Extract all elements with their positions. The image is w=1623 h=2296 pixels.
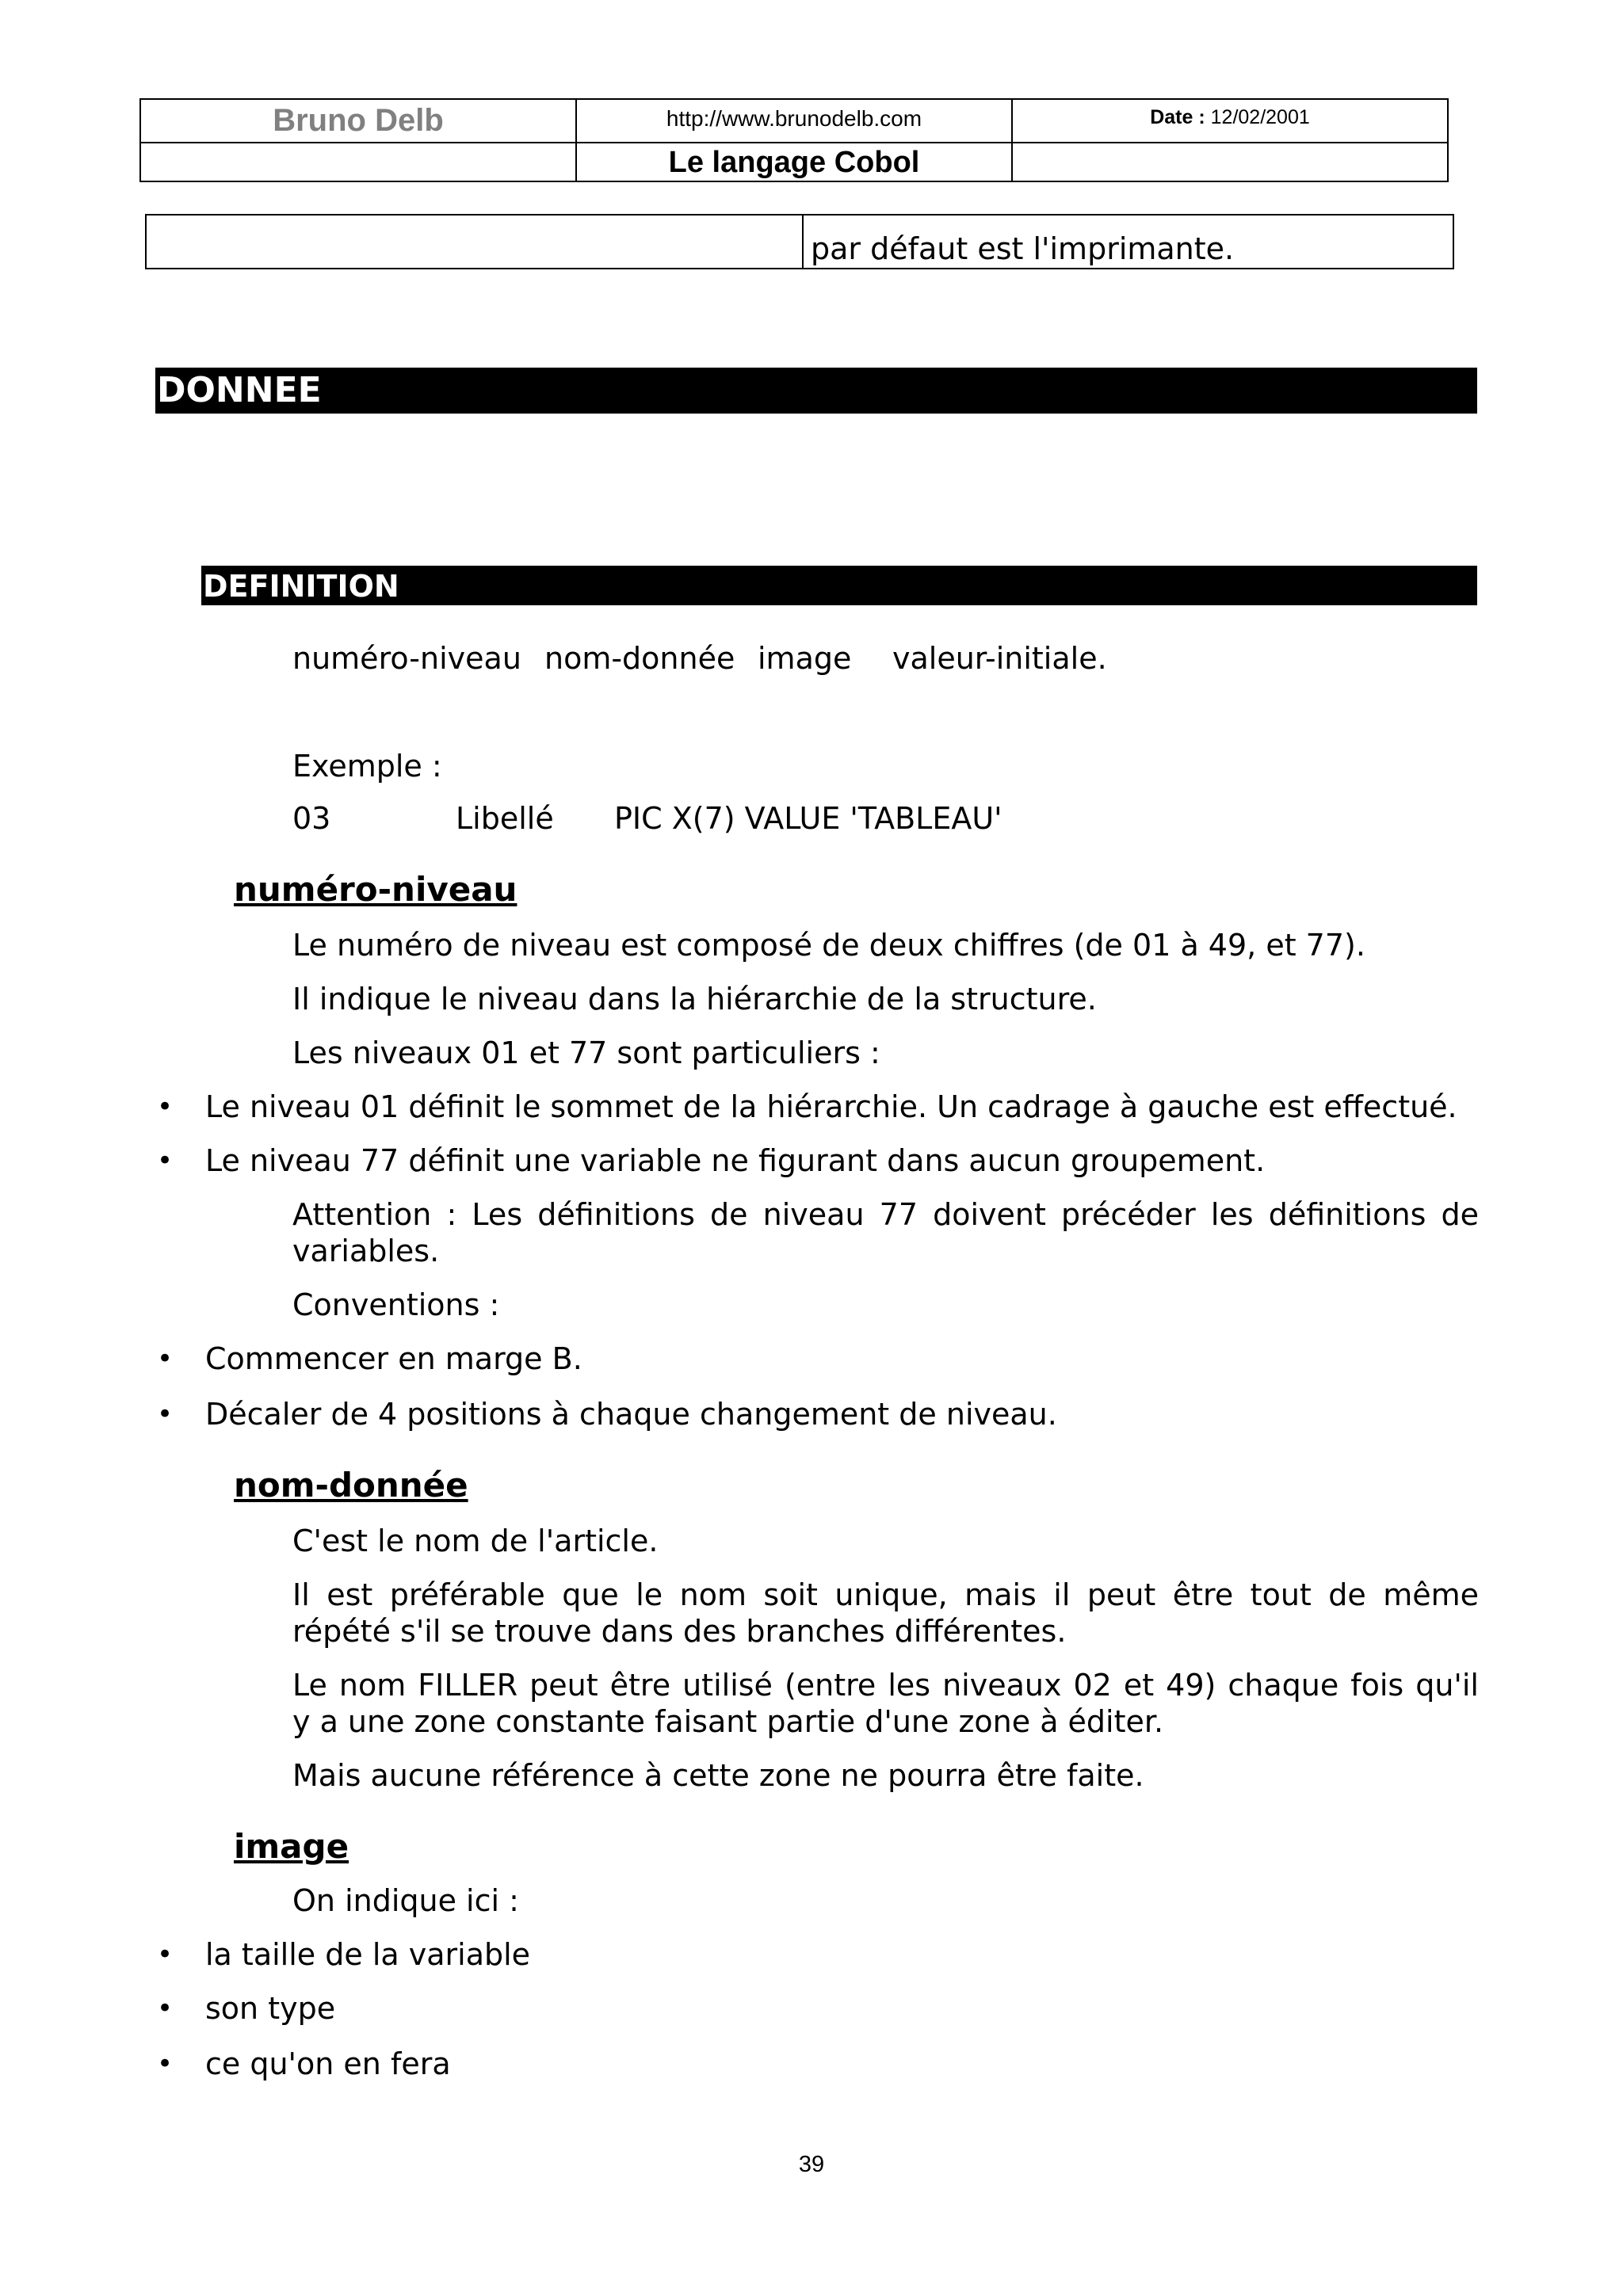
syntax-initial-value: valeur-initiale. [892, 641, 1107, 676]
header-date-value: 12/02/2001 [1210, 106, 1310, 128]
list-item: Décaler de 4 positions à chaque changement de niveau. [205, 1397, 1057, 1432]
paragraph-line: répété s'il se trouve dans des branches différentes. [292, 1614, 1067, 1649]
syntax-name: nom-donnée [544, 641, 735, 676]
list-item: Le niveau 77 définit une variable ne figurant dans aucun groupement. [205, 1143, 1266, 1178]
syntax-image: image [758, 641, 852, 676]
example-clause: PIC X(7) VALUE 'TABLEAU' [614, 801, 1002, 836]
list-item: la taille de la variable [205, 1937, 531, 1972]
list-item: Commencer en marge B. [205, 1341, 582, 1376]
paragraph: Les niveaux 01 et 77 sont particuliers : [292, 1035, 880, 1070]
bullet-icon: • [157, 1145, 174, 1177]
paragraph: Mais aucune référence à cette zone ne pourra être faite. [292, 1758, 1144, 1793]
bullet-icon: • [157, 1939, 174, 1970]
example-level: 03 [292, 801, 331, 836]
list-item: Le niveau 01 définit le sommet de la hiérarchie. Un cadrage à gauche est effectué. [205, 1089, 1457, 1124]
bullet-icon: • [157, 1993, 174, 2024]
header-author: Bruno Delb [273, 103, 444, 138]
header-date [1013, 106, 1447, 129]
paragraph: Il indique le niveau dans la hiérarchie de la structure. [292, 982, 1097, 1016]
header-doc-title: Le langage Cobol [668, 146, 920, 179]
section-title: DONNEE [155, 368, 1477, 414]
header-row-divider [141, 142, 1447, 143]
conventions-label: Conventions : [292, 1287, 500, 1322]
bullet-icon: • [157, 2048, 174, 2080]
list-item: son type [205, 1991, 336, 2026]
table-divider [802, 215, 804, 268]
bullet-icon: • [157, 1343, 174, 1375]
paragraph-line: y a une zone constante faisant partie d'une zone à éditer. [292, 1704, 1164, 1739]
header-url: http://www.brunodelb.com [666, 106, 922, 131]
syntax-level: numéro-niveau [292, 641, 521, 676]
continuation-cell-text: par défaut est l'imprimante. [811, 231, 1235, 266]
header-date-label: Date : [1150, 106, 1205, 128]
example-name: Libellé [456, 801, 554, 836]
attention-line: Attention : Les définitions de niveau 77 doivent précéder les définitions de [292, 1197, 1479, 1232]
bullet-icon: • [157, 1398, 174, 1430]
bullet-icon: • [157, 1091, 174, 1123]
paragraph-line: Il est préférable que le nom soit unique, mais il peut être tout de même [292, 1577, 1479, 1612]
paragraph: Le numéro de niveau est composé de deux chiffres (de 01 à 49, et 77). [292, 928, 1365, 963]
heading-nom-donnee: nom-donnée [234, 1466, 468, 1505]
page-number: 39 [798, 2152, 825, 2177]
list-item: ce qu'on en fera [205, 2046, 451, 2081]
subsection-title: DEFINITION [201, 566, 1477, 605]
paragraph-line: Le nom FILLER peut être utilisé (entre les niveaux 02 et 49) chaque fois qu'il [292, 1668, 1479, 1703]
continuation-table [145, 214, 1454, 269]
paragraph: C'est le nom de l'article. [292, 1524, 659, 1558]
paragraph: On indique ici : [292, 1883, 519, 1918]
heading-numero-niveau: numéro-niveau [234, 870, 517, 909]
attention-line: variables. [292, 1234, 440, 1268]
heading-image: image [234, 1827, 349, 1866]
example-label: Exemple : [292, 749, 442, 784]
page-header-table [139, 98, 1449, 182]
